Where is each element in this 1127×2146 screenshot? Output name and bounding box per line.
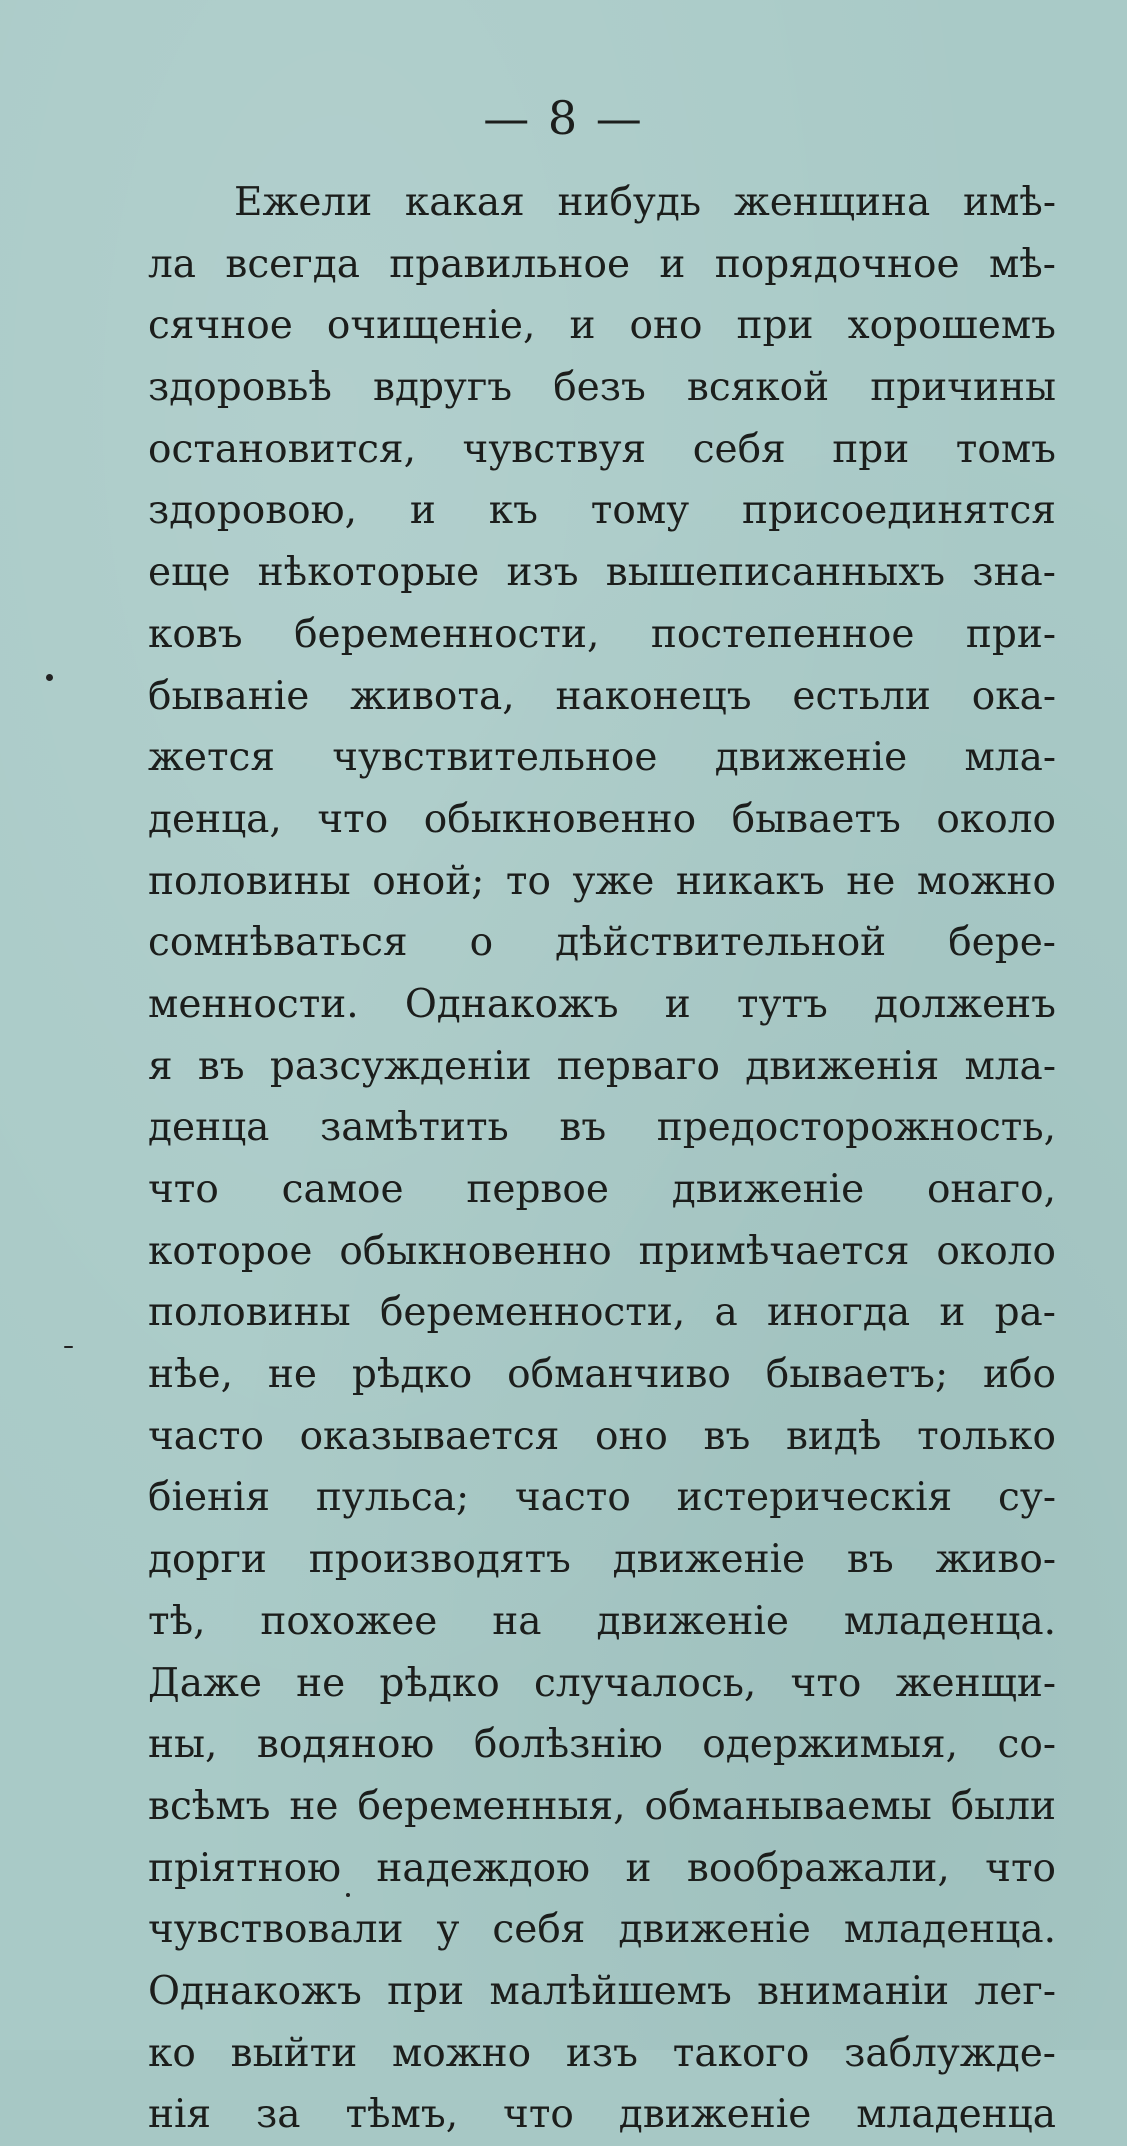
text-line: нія за тѣмъ, что движеніе младенца [148, 2092, 1056, 2138]
page-number: — 8 — [483, 91, 644, 145]
text-line: денца, что обыкновенно бываетъ около [148, 796, 1056, 842]
text-line: менности. Однакожъ и тутъ долженъ [148, 981, 1056, 1027]
text-line: ко выйти можно изъ такого заблужде- [148, 2030, 1056, 2076]
text-line: ла всегда правильное и порядочное мѣ- [148, 241, 1056, 287]
text-line: еще нѣкоторые изъ вышеписанныхъ зна- [148, 550, 1056, 596]
text-line: остановится, чувствуя себя при томъ [148, 426, 1056, 472]
text-line: пріятною надеждою и воображали, что [148, 1845, 1056, 1891]
text-line: сячное очищеніе, и оно при хорошемъ [148, 303, 1056, 349]
text-line: Даже не рѣдко случалось, что женщи- [148, 1660, 1056, 1706]
text-line: жется чувствительное движеніе мла- [148, 735, 1056, 781]
text-line: чувствовали у себя движеніе младенца. [148, 1907, 1056, 1953]
text-line: которое обыкновенно примѣчается около [148, 1228, 1056, 1274]
text-line: Ежели какая нибудь женщина имѣ- [234, 180, 1056, 225]
text-line: здоровою, и къ тому присоединятся [148, 488, 1056, 534]
text-line: сомнѣваться о дѣйствительной бере- [148, 920, 1056, 966]
text-line: Однакожъ при малѣйшемъ вниманіи лег- [148, 1968, 1056, 2014]
text-line: біенія пульса; часто истерическія су- [148, 1475, 1056, 1521]
paper-speck [46, 674, 53, 681]
text-line: половины оной; то уже никакъ не можно [148, 858, 1056, 904]
text-line: половины беременности, а иногда и ра- [148, 1290, 1056, 1336]
body-text [148, 172, 1056, 2146]
text-line: часто оказывается оно въ видѣ только [148, 1413, 1056, 1459]
paper-speck [64, 1346, 73, 1348]
text-line: я въ разсужденіи перваго движенія мла- [148, 1043, 1056, 1089]
text-line: ны, водяною болѣзнію одержимыя, со- [148, 1722, 1056, 1768]
text-line: тѣ, похожее на движеніе младенца. [148, 1598, 1056, 1644]
paper-speck [346, 1893, 350, 1897]
text-line: ковъ беременности, постепенное при- [148, 611, 1056, 657]
text-line: что самое первое движеніе онаго, [148, 1167, 1056, 1212]
text-line: нѣе, не рѣдко обманчиво бываетъ; ибо [148, 1352, 1056, 1398]
text-line: дорги производятъ движеніе въ живо- [148, 1537, 1056, 1583]
text-line: денца замѣтить въ предосторожность, [148, 1105, 1056, 1151]
text-line: всѣмъ не беременныя, обманываемы были [148, 1783, 1056, 1829]
text-line: здоровьѣ вдругъ безъ всякой причины [148, 365, 1056, 411]
text-line: бываніе живота, наконецъ естьли ока- [148, 673, 1056, 719]
